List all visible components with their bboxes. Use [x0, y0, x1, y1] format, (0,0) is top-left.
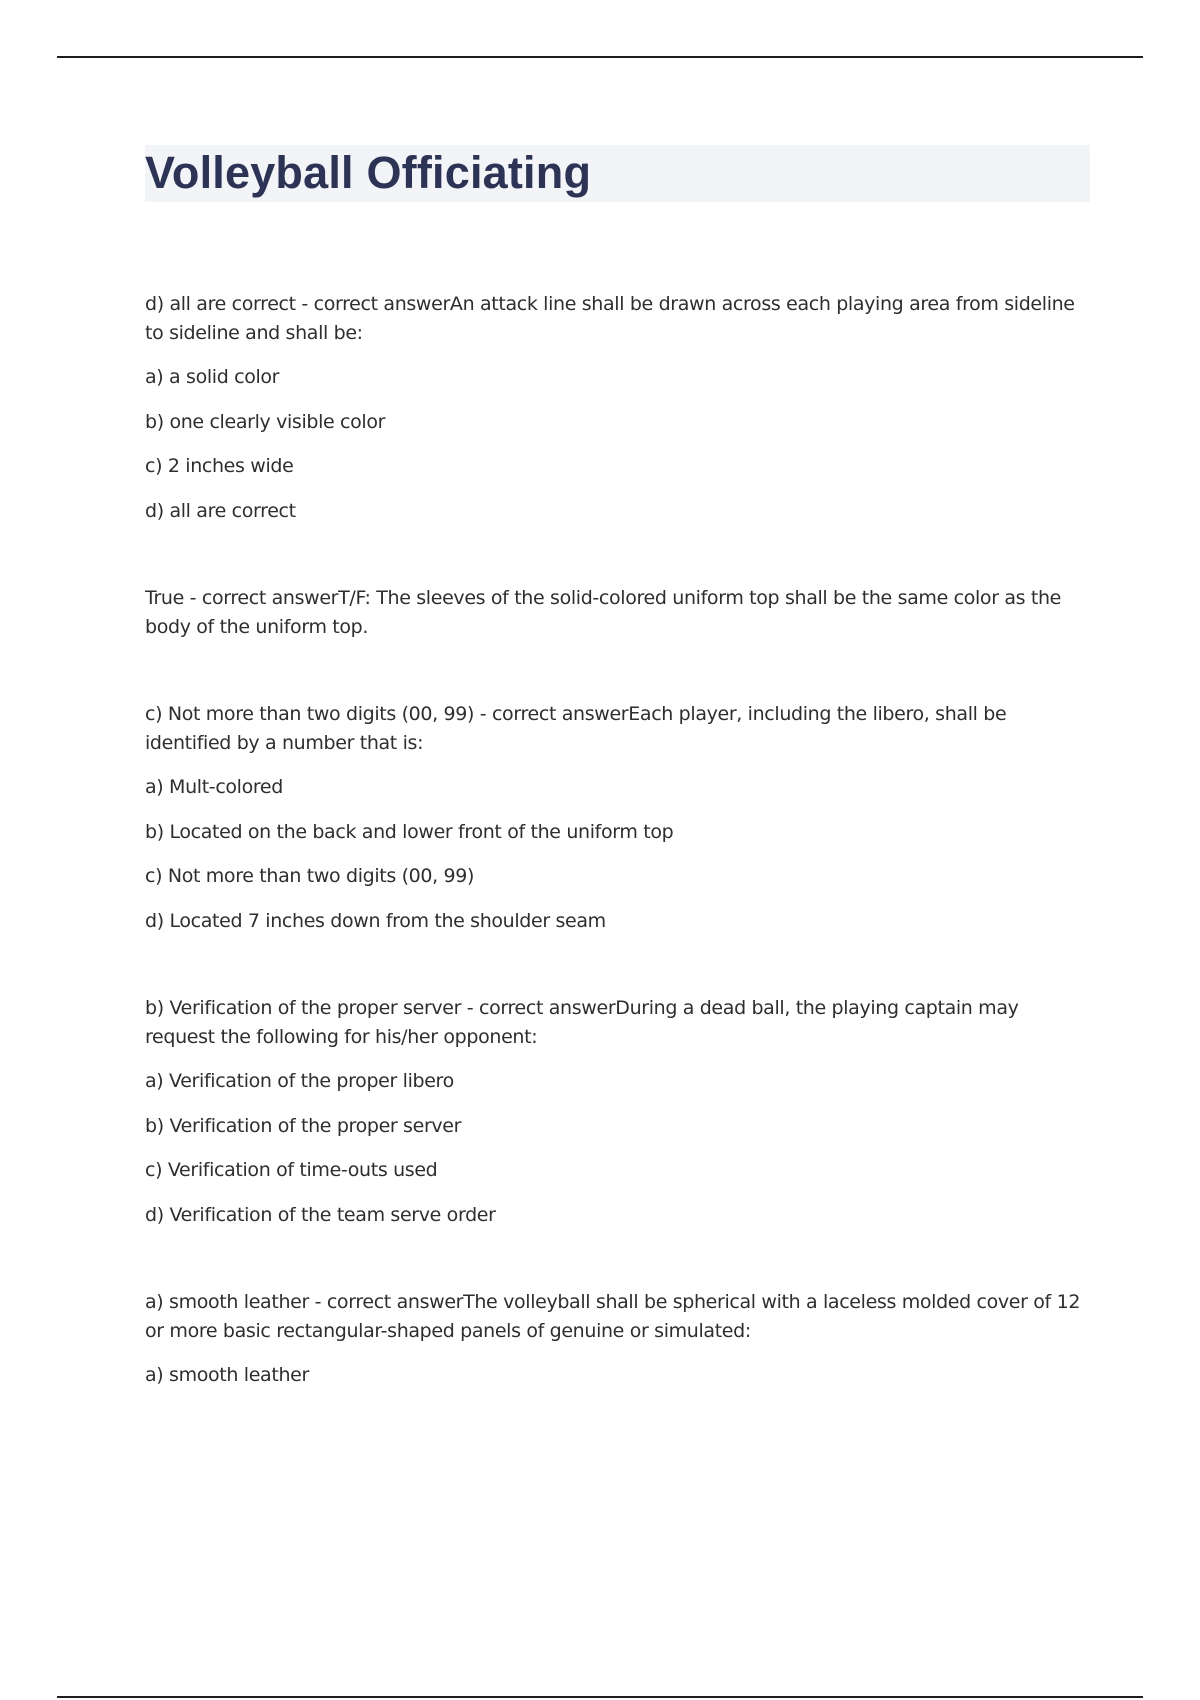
- answer-option: a) a solid color: [145, 366, 280, 388]
- bottom-divider: [57, 1696, 1143, 1698]
- flashcard: [145, 584, 1090, 641]
- answer-option: a) Verification of the proper libero: [145, 1070, 454, 1092]
- page-title: Volleyball Officiating: [145, 147, 592, 198]
- answer-option: a) smooth leather: [145, 1364, 309, 1386]
- flashcard-question: c) Not more than two digits (00, 99) - correct answerEach player, including the libero, shall be identified by a number that is:: [145, 703, 1007, 754]
- flashcard: [145, 290, 1090, 525]
- flashcard-list: [145, 290, 1090, 1390]
- answer-option: a) Mult-colored: [145, 776, 283, 798]
- flashcard-question: d) all are correct - correct answerAn attack line shall be drawn across each playing area from sideline to sideline and shall be:: [145, 293, 1075, 344]
- flashcard-question: a) smooth leather - correct answerThe volleyball shall be spherical with a laceless molded cover of 12 or more basic rectangular-shaped panels of genuine or simulated:: [145, 1291, 1081, 1342]
- top-divider: [57, 56, 1143, 58]
- answer-option: d) Located 7 inches down from the shoulder seam: [145, 909, 606, 932]
- answer-option: c) 2 inches wide: [145, 455, 294, 477]
- answer-option: d) Verification of the team serve order: [145, 1203, 496, 1226]
- flashcard-question: True - correct answerT/F: The sleeves of the solid-colored uniform top shall be the same color as the body of the uniform top.: [145, 587, 1062, 638]
- answer-option: c) Not more than two digits (00, 99): [145, 865, 475, 887]
- flashcard: [145, 700, 1090, 935]
- flashcard: [145, 1288, 1090, 1390]
- answer-option: b) one clearly visible color: [145, 410, 386, 433]
- flashcard-question: b) Verification of the proper server - correct answerDuring a dead ball, the playing captain may request the following for his/her opponent:: [145, 997, 1019, 1048]
- flashcard: [145, 994, 1090, 1229]
- answer-option: d) all are correct: [145, 499, 296, 522]
- answer-option: c) Verification of time-outs used: [145, 1159, 438, 1181]
- answer-option: b) Verification of the proper server: [145, 1114, 462, 1137]
- answer-option: b) Located on the back and lower front of the uniform top: [145, 820, 674, 843]
